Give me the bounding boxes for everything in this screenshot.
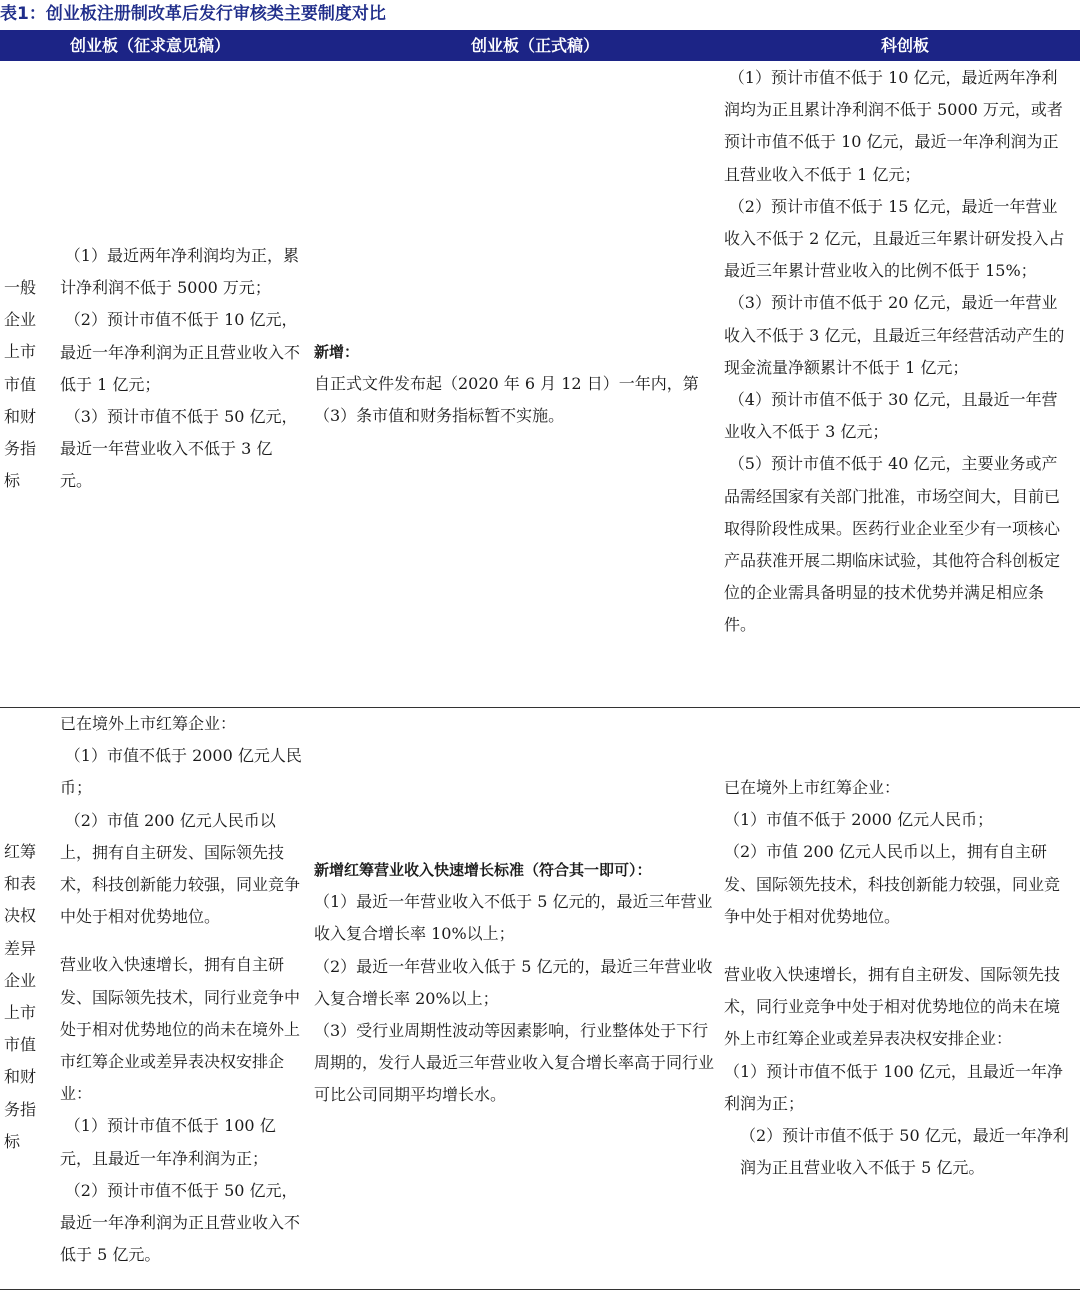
criterion-item: （3）预计市值不低于 20 亿元，最近一年营业收入不低于 3 亿元，且最近三年经营活动产生的现金流量净额累计不低于 1 亿元； [724,293,1065,377]
row-label-line: 一般 [4,278,37,297]
criterion-item: （1）预计市值不低于 10 亿元，最近两年净利润均为正且累计净利润不低于 5000 万元，或者预计市值不低于 10 亿元，最近一年净利润为正且营业收入不低于 1 亿元； [724,68,1063,184]
criterion-item: （1）市值不低于 2000 亿元人民币； [724,810,994,830]
row-label-line: 市值 [4,374,37,394]
column-header-final: 创业板（正式稿） [470,36,599,55]
cell-general-final [314,336,714,433]
cell-general-star [724,62,1072,642]
criterion-item: （2）预计市值不低于 50 亿元，最近一年净利润为正且营业收入不低于 5 亿元。 [740,1126,1069,1178]
row-label-line: 市值 [4,1035,37,1055]
row-label-line: 上市 [4,1003,37,1023]
column-header-star-market: 科创板 [880,36,929,55]
row-label-line: 企业 [4,970,37,990]
row-label-line: 标 [4,471,21,491]
criterion-item: （3）受行业周期性波动等因素影响，行业整体处于下行周期的，发行人最近三年营业收入复合增长率高于同行业可比公司同期平均增长水。 [314,1021,715,1105]
criterion-item: （2）预计市值不低于 10 亿元，最近一年净利润为正且营业收入不低于 1 亿元； [60,310,301,394]
final-heading: 新增： [314,343,360,361]
criterion-item: （4）预计市值不低于 30 亿元，且最近一年营业收入不低于 3 亿元； [724,390,1058,442]
row-label-line: 红筹 [4,842,37,861]
row-label-line: 和财 [4,406,37,426]
table-title: 表1：创业板注册制改革后发行审核类主要制度对比 [0,4,386,24]
row-label-line: 差异 [4,938,37,958]
criterion-item: （2）预计市值不低于 15 亿元，最近一年营业收入不低于 2 亿元，且最近三年累计研发投入占最近三年累计营业收入的比例不低于 15%； [724,196,1065,281]
table-bottom-rule [0,1289,1080,1290]
column-header-draft: 创业板（征求意见稿） [69,36,230,55]
criterion-item: （2）市值 200 亿元人民币以上，拥有自主研发、国际领先技术，科技创新能力较强，同业竞争中处于相对优势地位。 [60,810,301,927]
row-label-line: 和表 [4,874,37,894]
row-label-line: 务指 [4,1099,37,1119]
row-label-line: 标 [4,1131,21,1151]
row-label-line: 决权 [4,906,37,926]
criterion-item: 营业收入快速增长，拥有自主研发、国际领先技术，同行业竞争中处于相对优势地位的尚未在境外上市红筹企业或差异表决权安排企业： [724,965,1061,1049]
criterion-item: 已在境外上市红筹企业： [60,714,237,733]
table-header [0,30,1080,61]
criterion-item: （2）市值 200 亿元人民币以上，拥有自主研发、国际领先技术，科技创新能力较强，同业竞争中处于相对优势地位。 [724,842,1061,926]
row-label-red-chip [4,836,48,1158]
criterion-item: （1）最近两年净利润均为正，累计净利润不低于 5000 万元； [60,246,299,298]
cell-general-draft [60,240,304,498]
criterion-item: （1）最近一年营业收入不低于 5 亿元的，最近三年营业收入复合增长率 10%以上； [314,892,713,944]
row-label-general [4,272,48,497]
criterion-item: 自正式文件发布起（2020 年 6 月 12 日）一年内，第（3）条市值和财务指标暂不实施。 [314,374,699,426]
criterion-item: （1）预计市值不低于 100 亿元，且最近一年净利润为正； [60,1116,276,1168]
criterion-item: （2）预计市值不低于 50 亿元，最近一年净利润为正且营业收入不低于 5 亿元。 [60,1180,301,1265]
cell-red-chip-final [314,854,716,1112]
row-label-line: 企业 [4,310,37,330]
row-label-line: 和财 [4,1067,37,1087]
criterion-item: （5）预计市值不低于 40 亿元，主要业务或产品需经国家有关部门批准，市场空间大，目前已取得阶段性成果。医药行业企业至少有一项核心产品获准开展二期临床试验，其他符合科创板定位的企业需具备明显的技术优势并满足相应条件。 [724,454,1061,635]
cell-red-chip-draft [60,708,304,1271]
criterion-item: 营业收入快速增长，拥有自主研发、国际领先技术，同行业竞争中处于相对优势地位的尚未在境外上市红筹企业或差异表决权安排企业： [60,955,301,1104]
criterion-item: 已在境外上市红筹企业： [724,778,901,797]
criterion-item: （2）最近一年营业收入低于 5 亿元的，最近三年营业收入复合增长率 20%以上； [314,956,713,1008]
row-label-line: 务指 [4,439,37,459]
final-heading: 新增红筹营业收入快速增长标准（符合其一即可）： [314,861,652,879]
cell-red-chip-star [724,772,1072,1184]
criterion-item: （3）预计市值不低于 50 亿元，最近一年营业收入不低于 3 亿元。 [60,407,298,491]
criterion-item: （1）市值不低于 2000 亿元人民币； [60,746,302,798]
criterion-item: （1）预计市值不低于 100 亿元，且最近一年净利润为正； [724,1061,1063,1113]
row-label-line: 上市 [4,342,37,362]
